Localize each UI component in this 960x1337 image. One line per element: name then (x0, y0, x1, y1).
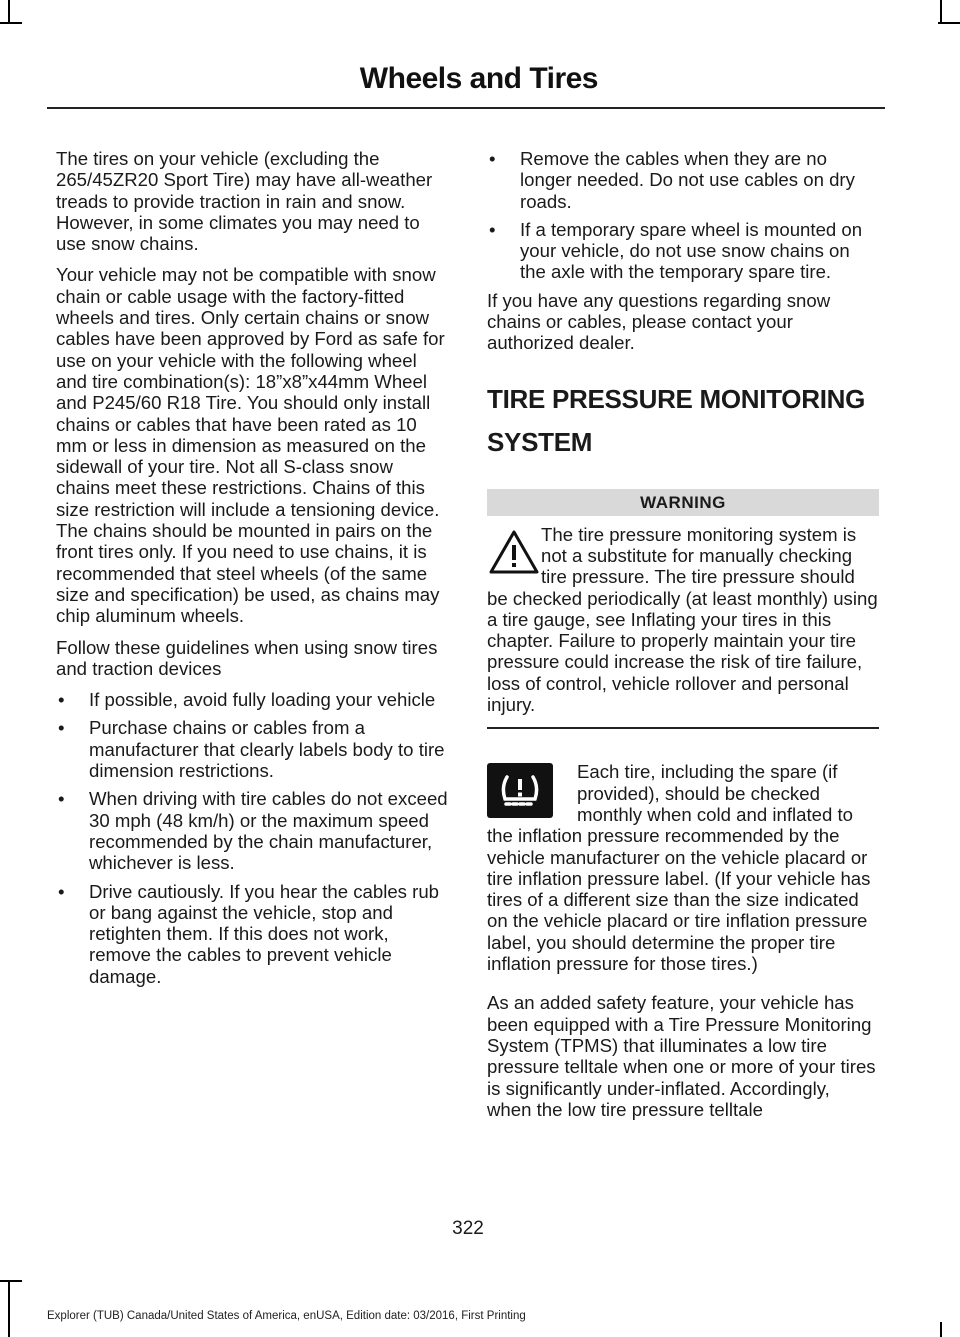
guidelines-list (56, 689, 448, 987)
crop-mark (8, 0, 10, 22)
warning-label: WARNING (487, 489, 879, 516)
list-item: • Drive cautiously. If you hear the cables rub or bang against the vehicle, stop and retighten them. If this does not work, remove the cables to prevent vehicle damage. (58, 880, 440, 987)
warning-divider (487, 727, 879, 729)
list-item: • Remove the cables when they are no longer needed. Do not use cables on dry roads. (489, 148, 855, 212)
warning-triangle-icon (487, 528, 541, 576)
paragraph: Follow these guidelines when using snow tires and traction devices (56, 636, 438, 679)
left-column (56, 148, 448, 994)
footer-text: Explorer (TUB) Canada/United States of America, enUSA, Edition date: 03/2016, First Printing (47, 1310, 526, 1322)
list-item: • If possible, avoid fully loading your vehicle (58, 689, 436, 711)
tpms-block (487, 761, 879, 974)
paragraph: As an added safety feature, your vehicle has been equipped with a Tire Pressure Monitoring System (TPMS) that illuminates a low tire pressure telltale when one or more of your tires is significantly under-inflated. Accordingly, when the low tire pressure telltale (487, 992, 876, 1120)
crop-mark (0, 1280, 22, 1282)
warning-block (487, 524, 879, 716)
list-item: • If a temporary spare wheel is mounted on your vehicle, do not use snow chains on the axle with the temporary spare tire. (489, 218, 863, 283)
crop-mark (0, 22, 22, 24)
warning-text: The tire pressure monitoring system is not a substitute for manually checking tire pressure. The tire pressure should be checked periodically (at least monthly) using a tire gauge, see Inflating your tires in this chapter. Failure to properly maintain your tire pressure could increase the risk of tire failure, loss of control, vehicle rollover and personal injury. (487, 523, 878, 716)
guidelines-list-continued (487, 148, 879, 283)
crop-mark (940, 1322, 942, 1337)
paragraph: The tires on your vehicle (excluding the 265/45ZR20 Sport Tire) may have all-weather treads to provide traction in rain and snow. However, in some climates you may need to use snow chains. (56, 148, 433, 255)
paragraph: Your vehicle may not be compatible with snow chain or cable usage with the factory-fitted wheels and tires. Only certain chains or snow cables have been approved by Ford as safe for use on your vehicle with the following wheel and tire combination(s): 18”x8”x44mm Wheel and P245/60 R18 Tire. You should only install chains or cables that have been rated as 10 mm or less in dimension as measured on the sidewall of your tire. Not all S-class snow chains meet these restrictions. Chains of this size restriction will include a tensioning device. The chains should be mounted in pairs on the front tires only. If you need to use chains, it is recommended that steel wheels (of the same size and specification) be used, as chains may chip aluminum wheels. (56, 264, 445, 627)
page-title: Wheels and Tires (359, 62, 598, 95)
page-number: 322 (452, 1218, 484, 1239)
crop-mark (940, 0, 942, 22)
right-column (487, 148, 879, 1130)
section-heading: TIRE PRESSURE MONITORING SYSTEM (487, 383, 866, 457)
list-item: • Purchase chains or cables from a manufacturer that clearly labels body to tire dimension restrictions. (58, 717, 445, 782)
crop-mark (8, 1280, 10, 1337)
crop-mark (938, 22, 960, 24)
tire-pressure-telltale-icon (487, 763, 553, 818)
header-divider (47, 107, 885, 109)
paragraph: Each tire, including the spare (if provided), should be checked monthly when cold and inflated to the inflation pressure recommended by the vehicle manufacturer on the vehicle placard or tire inflation pressure label. (If your vehicle has tires of a different size than the size indicated on the vehicle placard or tire inflation pressure label, you should determine the proper tire inflation pressure for those tires.) (487, 761, 871, 975)
list-item: • When driving with tire cables do not exceed 30 mph (48 km/h) or the maximum speed recommended by the chain manufacturer, whichever is less. (58, 788, 448, 874)
paragraph: If you have any questions regarding snow chains or cables, please contact your authorized dealer. (487, 289, 831, 354)
